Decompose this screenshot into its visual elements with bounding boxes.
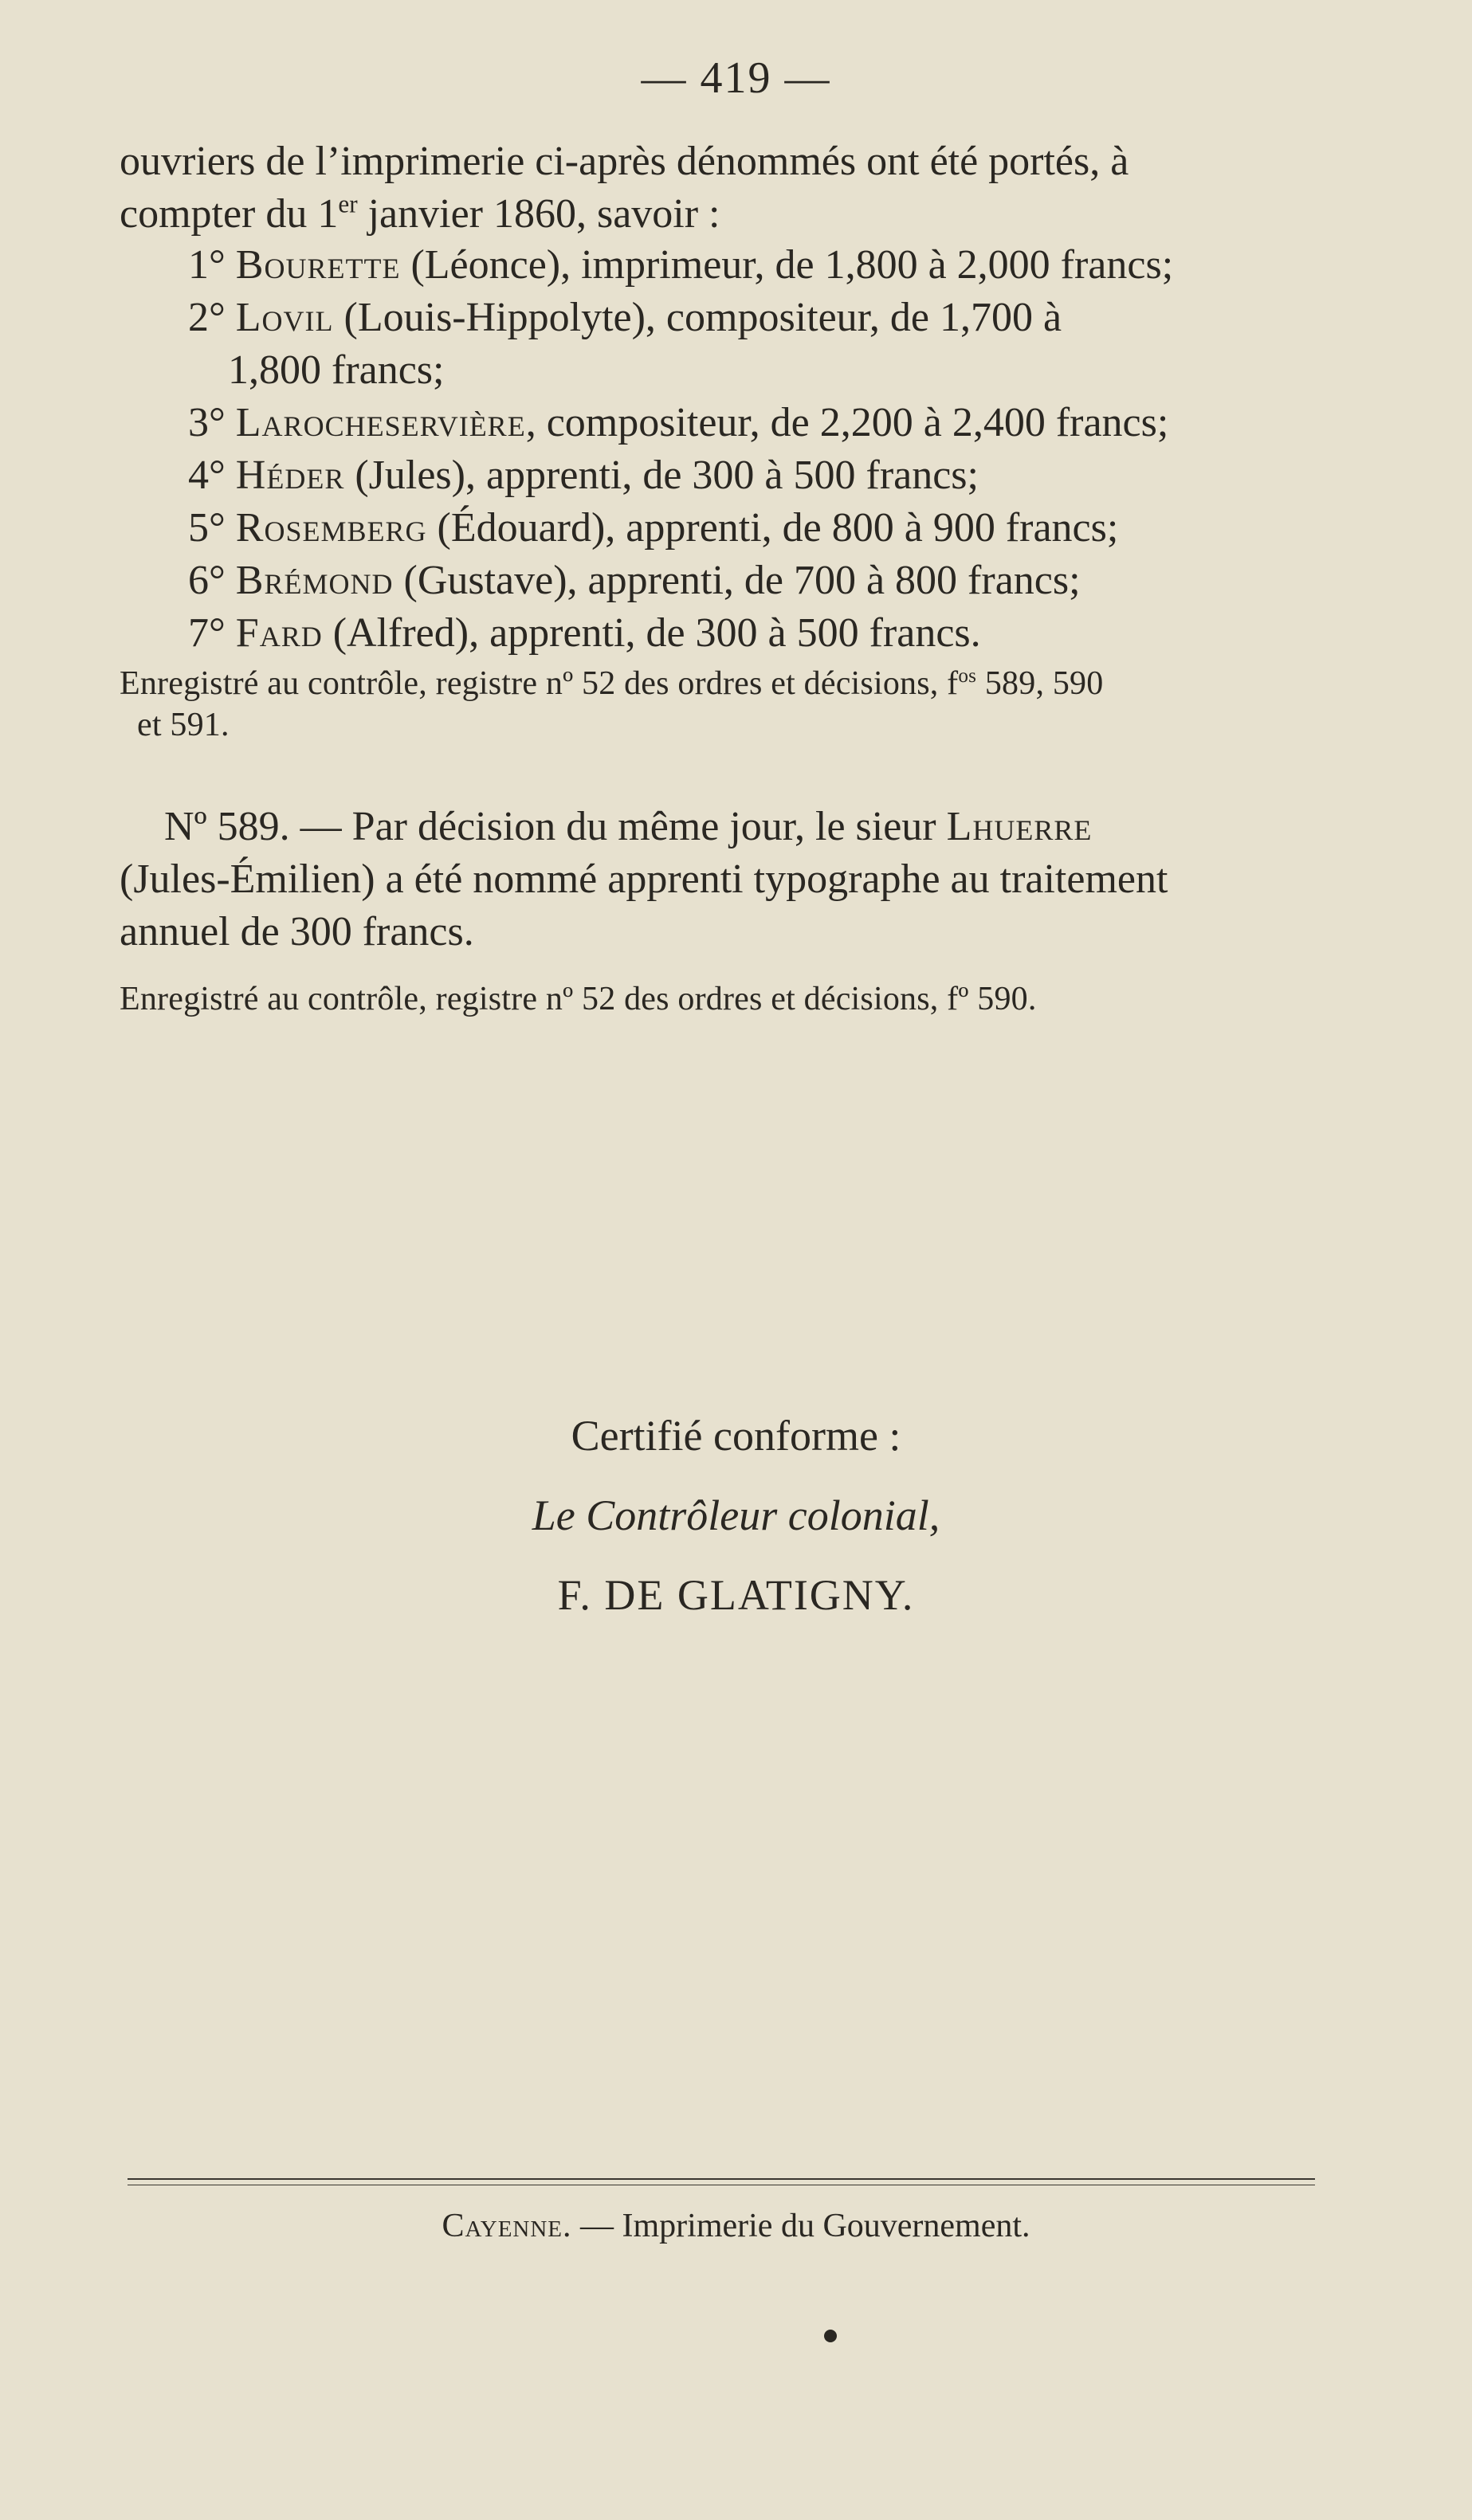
item-details: (Alfred), apprenti, de 300 à 500 francs. xyxy=(322,610,981,656)
list-item xyxy=(120,292,1323,397)
item-number: 7° xyxy=(188,610,226,656)
intro-line-2-end: janvier 1860, savoir : xyxy=(357,191,720,237)
list-item xyxy=(120,239,1323,292)
list-item xyxy=(120,397,1323,449)
list-item xyxy=(120,555,1323,607)
worker-name: Bourette xyxy=(235,242,401,288)
item-number: 1° xyxy=(188,242,226,288)
decision-line-1 xyxy=(120,801,1323,853)
item-details: (Édouard), apprenti, de 800 à 900 francs; xyxy=(426,505,1119,551)
item-details: (Gustave), apprenti, de 700 à 800 francs; xyxy=(393,558,1081,603)
list-item xyxy=(120,502,1323,555)
intro-line-1: ouvriers de l’imprimerie ci-après dénommés ont été portés, à xyxy=(120,139,1129,184)
item-number: 6° xyxy=(188,558,226,603)
page-number: — 419 — xyxy=(641,53,831,103)
item-number: 5° xyxy=(188,505,226,551)
item-details: (Jules), apprenti, de 300 à 500 francs; xyxy=(344,453,979,498)
worker-name: Fard xyxy=(235,610,323,656)
item-number: 4° xyxy=(188,453,226,498)
decision-line-3: annuel de 300 francs. xyxy=(120,909,474,954)
intro-superscript: er xyxy=(338,190,358,218)
worker-list xyxy=(120,239,1323,660)
signatory-name: F. DE GLATIGNY. xyxy=(557,1571,915,1619)
imprint-printer: — Imprimerie du Gouvernement. xyxy=(571,2208,1030,2244)
worker-name: Brémond xyxy=(235,558,394,603)
note-1-end: 589, 590 xyxy=(976,665,1104,702)
worker-name: Lovil xyxy=(235,295,334,340)
list-item xyxy=(120,449,1323,502)
certification-line: Certifié conforme : xyxy=(571,1412,901,1460)
note-1-start: Enregistré au contrôle, registre nº 52 des ordres et décisions, f xyxy=(120,665,959,702)
item-details: (Léonce), imprimeur, de 1,800 à 2,000 francs; xyxy=(400,242,1174,288)
worker-name: Héder xyxy=(235,453,345,498)
note-1-superscript: os xyxy=(958,665,977,687)
intro-line-2 xyxy=(120,188,1323,241)
registration-note-2: Enregistré au contrôle, registre nº 52 des ordres et décisions, fº 590. xyxy=(120,981,1037,1017)
footer-rule xyxy=(128,2178,1315,2180)
decision-line-2: (Jules-Émilien) a été nommé apprenti typographe au traitement xyxy=(120,856,1168,902)
worker-name: Rosemberg xyxy=(235,505,427,551)
worker-name: Larocheservière xyxy=(235,400,526,445)
decision-start: Nº 589. — Par décision du même jour, le sieur xyxy=(164,804,947,849)
imprint-place: Cayenne. xyxy=(442,2208,572,2244)
registration-note-1 xyxy=(120,663,1323,746)
item-continuation: 1,800 francs; xyxy=(228,347,445,393)
signatory-title: Le Contrôleur colonial, xyxy=(532,1491,940,1539)
dot-ornament-icon xyxy=(824,2330,837,2342)
note-1-line-1 xyxy=(120,663,1323,704)
printer-imprint xyxy=(0,2207,1472,2245)
item-number: 2° xyxy=(188,295,226,340)
intro-line-2-start: compter du 1 xyxy=(120,191,339,237)
item-number: 3° xyxy=(188,400,226,445)
person-name: Lhuerre xyxy=(946,804,1093,849)
decision-paragraph xyxy=(120,801,1323,958)
list-item xyxy=(120,607,1323,660)
note-1-line-2: et 591. xyxy=(137,707,230,743)
intro-paragraph xyxy=(120,135,1323,241)
item-details: , compositeur, de 2,200 à 2,400 francs; xyxy=(525,400,1169,445)
item-details: (Louis-Hippolyte), compositeur, de 1,700 à xyxy=(333,295,1062,340)
